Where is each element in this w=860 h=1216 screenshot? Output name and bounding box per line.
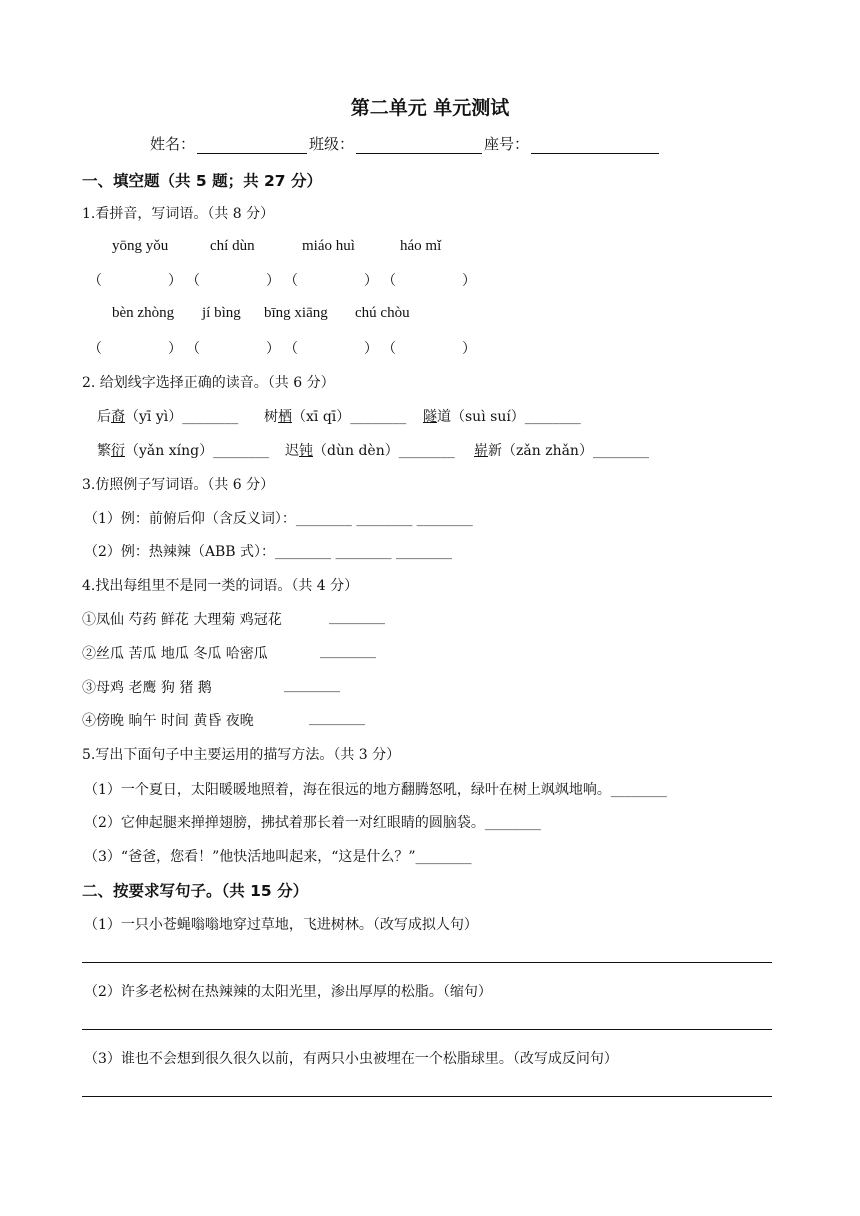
- q1-answer-open: （: [186, 341, 200, 357]
- q4-item-4: ④傍晚 晌午 时间 黄昏 夜晚: [82, 713, 254, 729]
- q2-item-options: （xī qī）________: [292, 409, 407, 425]
- q1-pinyin-6: jí bìng: [202, 305, 241, 321]
- q5-item-2: （2）它伸起腿来掸掸翅膀，拂拭着那长着一对红眼睛的圆脑袋。________: [84, 815, 541, 831]
- q1-answer-close: ）: [266, 273, 280, 289]
- q1-answer-close: ）: [364, 341, 378, 357]
- s2-item-1: （1）一只小苍蝇嗡嗡地穿过草地，飞进树林。（改写成拟人句）: [84, 917, 478, 933]
- q1-pinyin-7: bīng xiāng: [264, 305, 328, 321]
- q1-pinyin-4: háo mǐ: [400, 238, 442, 254]
- q1-answer-close: ）: [168, 273, 182, 289]
- q3-item-2: （2）例：热辣辣（ABB 式）：________ ________ ________: [84, 544, 452, 560]
- class-label: 班级：: [309, 135, 355, 153]
- q2-item-options: 新（zǎn zhǎn）________: [488, 443, 649, 459]
- q2-underlined-char: 栖: [278, 409, 292, 425]
- q1-answer-open: （: [186, 273, 200, 289]
- q2-item-text: 后: [97, 409, 111, 425]
- answer-line-3[interactable]: [82, 1096, 772, 1097]
- student-info-line: [150, 133, 661, 154]
- q2-item-options: （yǎn xíng）________: [125, 443, 270, 459]
- q1-pinyin-3: miáo huì: [302, 238, 355, 254]
- q2-item: [474, 440, 649, 460]
- q2-underlined-char: 裔: [111, 409, 125, 425]
- q2-item: [97, 440, 269, 460]
- q3-item-1: （1）例：前俯后仰（含反义词）：________ ________ ________: [84, 511, 473, 527]
- q4-item-1: ①凤仙 芍药 鲜花 大理菊 鸡冠花: [82, 612, 282, 628]
- q2-underlined-char: 崭: [474, 443, 488, 459]
- q1-pinyin-8: chú chòu: [355, 305, 410, 321]
- q1-answer-open: （: [382, 273, 396, 289]
- q4-item-3: ③母鸡 老鹰 狗 猪 鹅: [82, 680, 212, 696]
- q1-answer-close: ）: [462, 341, 476, 357]
- q1-answer-open: （: [382, 341, 396, 357]
- q2-item-options: （yī yì）________: [125, 409, 239, 425]
- q2-item: [285, 440, 455, 460]
- q1-pinyin-2: chí dùn: [210, 238, 255, 254]
- q2-item: [423, 406, 581, 426]
- q1-answer-close: ）: [462, 273, 476, 289]
- section2-heading: 二、按要求写句子。（共 15 分）: [82, 882, 309, 900]
- q2-item-text: 繁: [97, 443, 111, 459]
- name-label: 姓名：: [150, 135, 196, 153]
- q4-blank-4: ________: [309, 710, 365, 726]
- answer-line-2[interactable]: [82, 1029, 772, 1030]
- answer-line-1[interactable]: [82, 962, 772, 963]
- q2-prompt: 2. 给划线字选择正确的读音。（共 6 分）: [82, 375, 335, 391]
- section1-heading: 一、填空题（共 5 题；共 27 分）: [82, 172, 322, 190]
- q3-prompt: 3.仿照例子写词语。（共 6 分）: [82, 477, 275, 493]
- q2-underlined-char: 钝: [299, 443, 313, 459]
- q2-underlined-char: 衍: [111, 443, 125, 459]
- q4-item-2: ②丝瓜 苦瓜 地瓜 冬瓜 哈密瓜: [82, 646, 268, 662]
- q1-answer-open: （: [88, 273, 102, 289]
- seat-label: 座号：: [484, 135, 530, 153]
- q1-answer-close: ）: [364, 273, 378, 289]
- s2-item-2: （2）许多老松树在热辣辣的太阳光里，渗出厚厚的松脂。（缩句）: [84, 984, 492, 1000]
- q1-pinyin-5: bèn zhòng: [112, 305, 175, 321]
- q2-underlined-char: 隧: [423, 409, 437, 425]
- q5-prompt: 5.写出下面句子中主要运用的描写方法。（共 3 分）: [82, 747, 401, 763]
- q1-answer-open: （: [284, 341, 298, 357]
- q1-answer-close: ）: [266, 341, 280, 357]
- q2-item: [97, 406, 238, 426]
- name-field[interactable]: [197, 137, 307, 154]
- q1-answer-close: ）: [168, 341, 182, 357]
- q1-answer-open: （: [284, 273, 298, 289]
- q4-prompt: 4.找出每组里不是同一类的词语。（共 4 分）: [82, 578, 359, 594]
- s2-item-3: （3）谁也不会想到很久很久以前，有两只小虫被埋在一个松脂球里。（改写成反问句）: [84, 1051, 618, 1067]
- q1-answer-open: （: [88, 341, 102, 357]
- q4-blank-1: ________: [329, 609, 385, 625]
- q5-item-3: （3）“爸爸，您看！”他快活地叫起来，“这是什么？”________: [84, 849, 472, 865]
- seat-field[interactable]: [531, 137, 659, 154]
- q2-item-options: （dùn dèn）________: [313, 443, 455, 459]
- q1-pinyin-1: yōng yǒu: [112, 238, 169, 254]
- q2-item-options: 道（suì suí）________: [437, 409, 581, 425]
- q2-item-text: 迟: [285, 443, 299, 459]
- q4-blank-2: ________: [320, 643, 376, 659]
- q4-blank-3: ________: [284, 677, 340, 693]
- q2-item: [264, 406, 406, 426]
- q5-item-1: （1）一个夏日，太阳暖暖地照着，海在很远的地方翻腾怒吼，绿叶在树上飒飒地响。________: [84, 782, 667, 798]
- page-title: 第二单元 单元测试: [350, 97, 510, 119]
- q2-item-text: 树: [264, 409, 278, 425]
- class-field[interactable]: [356, 137, 482, 154]
- q1-prompt: 1.看拼音，写词语。（共 8 分）: [82, 206, 275, 222]
